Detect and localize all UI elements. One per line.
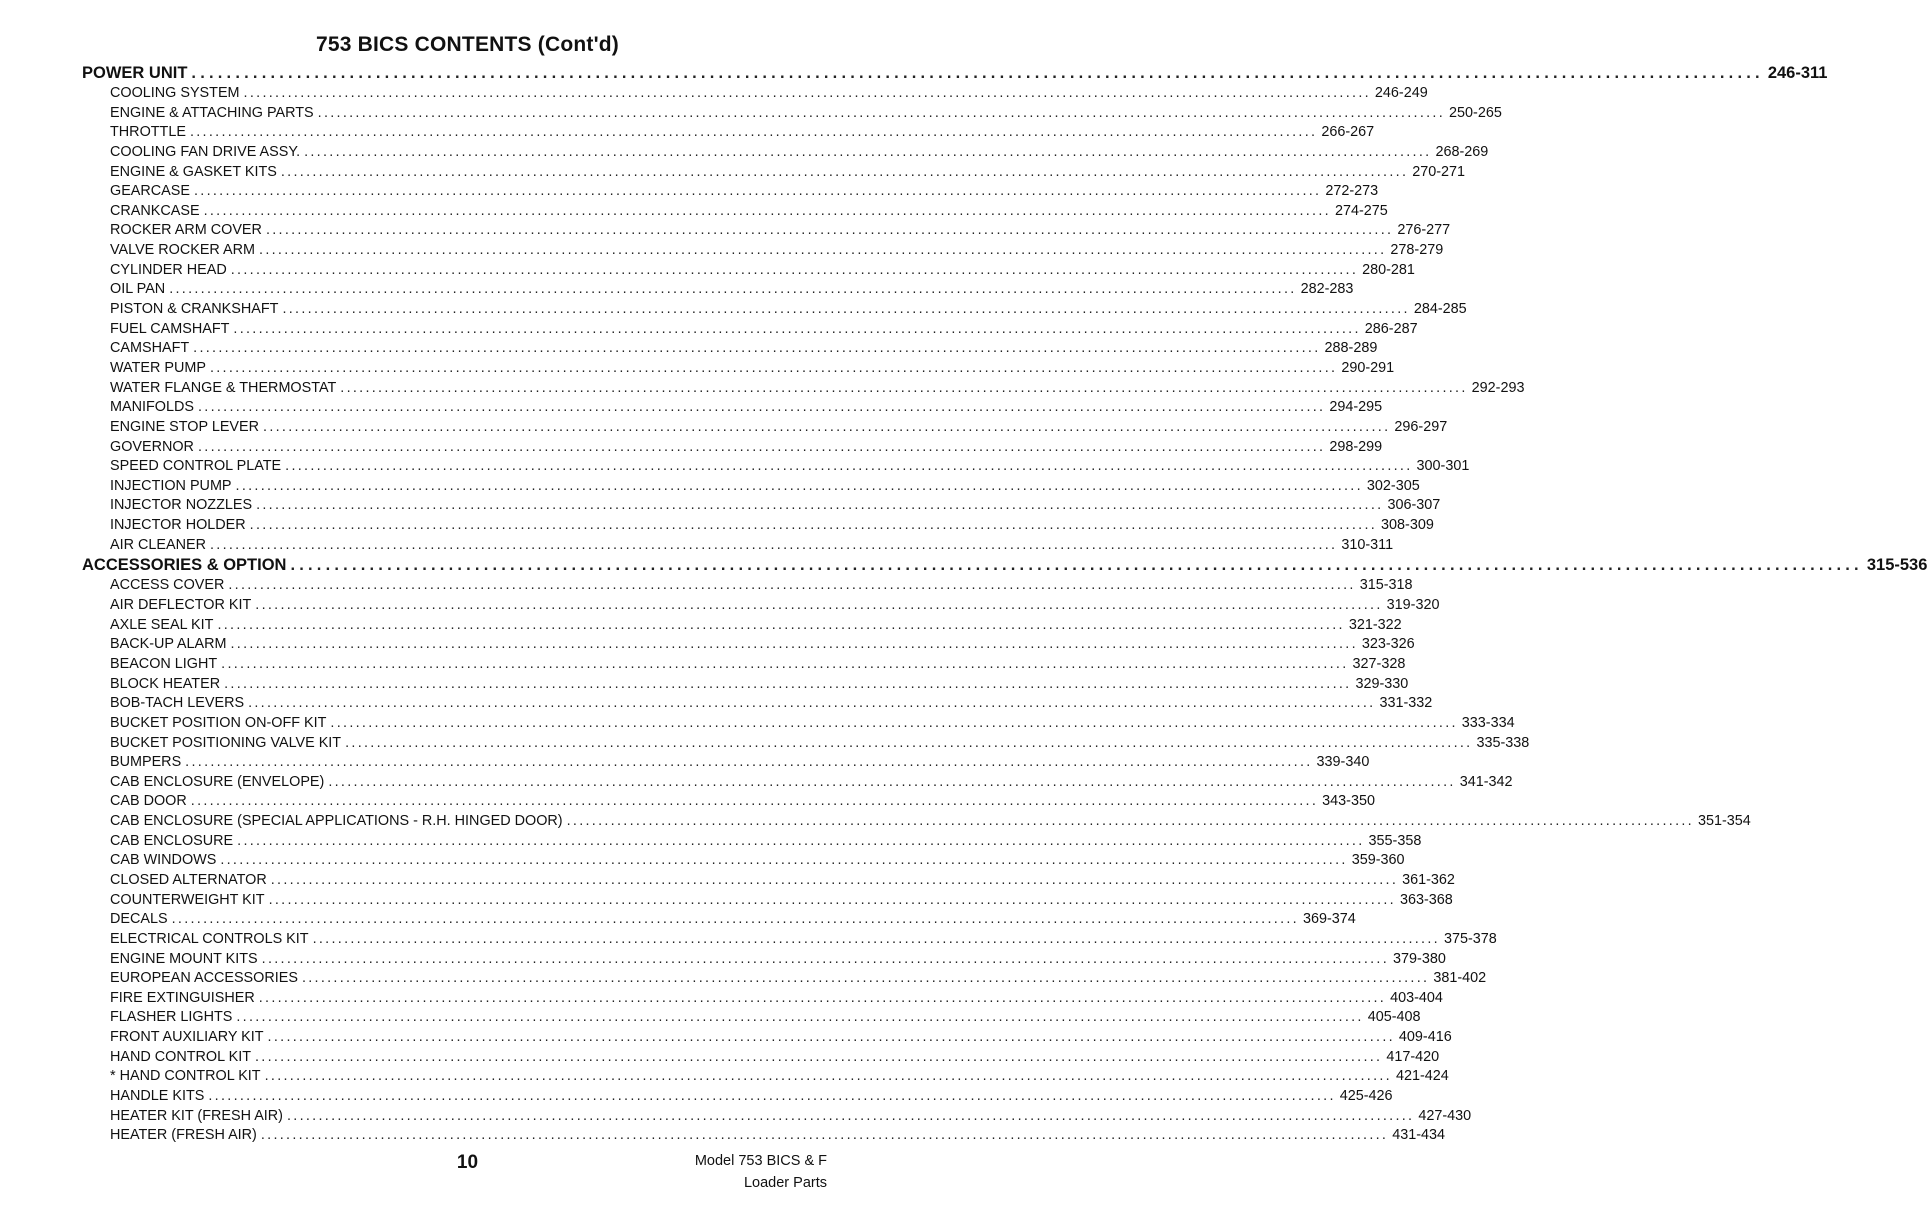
toc-entry-pages: 323-326 xyxy=(1361,636,1415,653)
toc-entry-label: COOLING FAN DRIVE ASSY. xyxy=(110,143,301,160)
dot-leader: ................................................................................................................................................................................... xyxy=(301,970,1430,987)
toc-entry-label: * HAND CONTROL KIT xyxy=(110,1068,261,1085)
toc-entry xyxy=(82,891,1453,911)
dot-leader: ................................................................................................................................................................................... xyxy=(267,1029,1395,1046)
dot-leader: ................................................................................................................................................................................... xyxy=(169,281,1297,298)
toc-entry-pages: 321-322 xyxy=(1348,616,1402,633)
toc-entry-pages: 276-277 xyxy=(1397,222,1451,239)
toc-entry-pages: 272-273 xyxy=(1325,183,1379,200)
dot-leader: ................................................................................................................................................................................... xyxy=(290,556,1863,575)
toc-entry-label: ENGINE & ATTACHING PARTS xyxy=(110,104,314,121)
toc-entry-pages: 333-334 xyxy=(1461,714,1515,731)
toc-entry-pages: 282-283 xyxy=(1300,281,1354,298)
toc-entry-label: FUEL CAMSHAFT xyxy=(110,320,230,337)
toc-entry-label: GEARCASE xyxy=(110,183,190,200)
toc-entry-pages: 306-307 xyxy=(1387,497,1441,514)
toc-entry-pages: 355-358 xyxy=(1368,832,1422,849)
toc-entry-pages: 286-287 xyxy=(1364,320,1418,337)
toc-entry-pages: 405-408 xyxy=(1367,1009,1421,1026)
toc-entry-pages: 296-297 xyxy=(1394,418,1448,435)
toc-entry-label: FRONT AUXILIARY KIT xyxy=(110,1029,264,1046)
dot-leader: ................................................................................................................................................................................... xyxy=(221,655,1349,672)
dot-leader: ................................................................................................................................................................................... xyxy=(220,852,1348,869)
dot-leader: ................................................................................................................................................................................... xyxy=(286,1107,1415,1124)
toc-entry-label: CLOSED ALTERNATOR xyxy=(110,871,267,888)
dot-leader: ................................................................................................................................................................................... xyxy=(261,950,1390,967)
toc-entry xyxy=(82,143,1489,163)
toc-entry-label: MANIFOLDS xyxy=(110,399,194,416)
toc-entry-label: CRANKCASE xyxy=(110,202,200,219)
toc-entry-pages: 421-424 xyxy=(1395,1068,1449,1085)
toc-entry xyxy=(82,379,1525,399)
section-heading-label: POWER UNIT xyxy=(82,64,188,82)
toc-entry-pages: 335-338 xyxy=(1476,734,1530,751)
toc-entry-pages: 427-430 xyxy=(1418,1107,1472,1124)
toc-entry-pages: 300-301 xyxy=(1416,458,1470,475)
dot-leader: ................................................................................................................................................................................... xyxy=(209,359,1338,376)
toc-entry xyxy=(82,536,1394,556)
dot-leader: ................................................................................................................................................................................... xyxy=(235,477,1363,494)
toc-entry xyxy=(82,1067,1449,1087)
dot-leader: ................................................................................................................................................................................... xyxy=(280,163,1409,180)
section-heading xyxy=(82,63,1828,84)
section-heading-pages: 246-311 xyxy=(1767,64,1828,82)
toc-entry-pages: 417-420 xyxy=(1386,1048,1440,1065)
toc-entry-pages: 403-404 xyxy=(1390,989,1443,1006)
toc-entry-label: CAB ENCLOSURE (SPECIAL APPLICATIONS - R.H. HINGED DOOR) xyxy=(110,813,563,830)
dot-leader: ................................................................................................................................................................................... xyxy=(285,458,1413,475)
toc-entry xyxy=(82,418,1448,438)
toc-entry xyxy=(82,734,1530,754)
toc-entry xyxy=(82,989,1443,1009)
toc-entry xyxy=(82,950,1446,970)
dot-leader: ................................................................................................................................................................................... xyxy=(191,64,1764,82)
toc-entry-label: FIRE EXTINGUISHER xyxy=(110,989,255,1006)
toc-entry-pages: 292-293 xyxy=(1471,379,1525,396)
dot-leader: ................................................................................................................................................................................... xyxy=(259,242,1387,259)
dot-leader: ................................................................................................................................................................................... xyxy=(270,871,1399,888)
dot-leader: ................................................................................................................................................................................... xyxy=(185,754,1313,771)
dot-leader: ................................................................................................................................................................................... xyxy=(248,695,1376,712)
toc-entry-pages: 284-285 xyxy=(1413,301,1467,318)
toc-entry-label: WATER PUMP xyxy=(110,359,206,376)
toc-entry-label: CAB ENCLOSURE xyxy=(110,832,234,849)
toc-entry-pages: 343-350 xyxy=(1322,793,1375,810)
toc-entry-pages: 329-330 xyxy=(1355,675,1409,692)
toc-entry-label: INJECTOR NOZZLES xyxy=(110,497,253,514)
toc-entry xyxy=(82,457,1470,477)
dot-leader: ................................................................................................................................................................................... xyxy=(230,261,1359,278)
toc-entry-label: ENGINE STOP LEVER xyxy=(110,418,260,435)
toc-entry-pages: 308-309 xyxy=(1381,517,1434,534)
toc-entry xyxy=(82,438,1383,458)
dot-leader: ................................................................................................................................................................................... xyxy=(236,1009,1364,1026)
toc-entry-pages: 381-402 xyxy=(1433,970,1487,987)
toc-entry-label: BUCKET POSITION ON-OFF KIT xyxy=(110,714,327,731)
section-heading xyxy=(82,555,1927,576)
toc-entry-label: INJECTOR HOLDER xyxy=(110,517,246,534)
toc-entry xyxy=(82,576,1413,596)
section-heading-label: ACCESSORIES & OPTION xyxy=(82,556,287,575)
toc-entry-label: CAB DOOR xyxy=(110,793,187,810)
toc-entry-pages: 319-320 xyxy=(1386,597,1440,614)
toc-entry xyxy=(82,163,1466,183)
toc-entry xyxy=(82,280,1354,300)
toc-entry xyxy=(82,596,1440,616)
toc-entry-label: BLOCK HEATER xyxy=(110,675,221,692)
dot-leader: ................................................................................................................................................................................... xyxy=(282,301,1410,318)
toc-entry xyxy=(82,1048,1440,1068)
dot-leader: ................................................................................................................................................................................... xyxy=(171,911,1299,928)
toc-entry xyxy=(82,182,1379,202)
toc-entry xyxy=(82,773,1513,793)
toc-entry-pages: 310-311 xyxy=(1341,536,1394,553)
footer-model: Model 753 BICS & F xyxy=(694,1153,827,1169)
toc-entry xyxy=(82,812,1751,832)
toc-entry-label: BUMPERS xyxy=(110,754,182,771)
dot-leader: ................................................................................................................................................................................... xyxy=(256,497,1384,514)
toc-entry-label: ELECTRICAL CONTROLS KIT xyxy=(110,930,309,947)
toc-entry xyxy=(82,694,1433,714)
toc-entry xyxy=(82,871,1455,891)
toc-entry xyxy=(82,910,1356,930)
toc-entry-label: PISTON & CRANKSHAFT xyxy=(110,301,279,318)
page-title: 753 BICS CONTENTS (Cont'd) xyxy=(315,33,620,56)
toc-entry xyxy=(82,398,1383,418)
toc-entry xyxy=(82,655,1406,675)
toc-entry-label: SPEED CONTROL PLATE xyxy=(110,458,282,475)
toc-entry-pages: 431-434 xyxy=(1392,1127,1446,1144)
dot-leader: ................................................................................................................................................................................... xyxy=(317,104,1446,121)
footer xyxy=(695,1150,827,1194)
dot-leader: ................................................................................................................................................................................... xyxy=(255,597,1383,614)
dot-leader: ................................................................................................................................................................................... xyxy=(312,930,1440,947)
toc-entry xyxy=(82,851,1405,871)
toc-entry xyxy=(82,104,1502,124)
dot-leader: ................................................................................................................................................................................... xyxy=(566,813,1694,830)
toc-entry-label: COOLING SYSTEM xyxy=(110,85,240,101)
toc-entry xyxy=(82,1107,1472,1127)
toc-entry-label: COUNTERWEIGHT KIT xyxy=(110,891,265,908)
toc-entry-label: BACK-UP ALARM xyxy=(110,636,227,653)
toc-entry-label: DECALS xyxy=(110,911,168,928)
toc-entry xyxy=(82,714,1515,734)
toc-entry xyxy=(82,832,1422,852)
dot-leader: ................................................................................................................................................................................... xyxy=(208,1088,1336,1105)
toc-entry xyxy=(82,969,1487,989)
toc-entry-label: ROCKER ARM COVER xyxy=(110,222,262,239)
toc-entry-label: AXLE SEAL KIT xyxy=(110,616,214,633)
toc-entry xyxy=(82,477,1420,497)
toc-entry xyxy=(82,339,1378,359)
toc-entry xyxy=(82,930,1497,950)
toc-entry-label: GOVERNOR xyxy=(110,438,194,455)
toc-entry-pages: 341-342 xyxy=(1459,773,1513,790)
toc-entry-label: HEATER KIT (FRESH AIR) xyxy=(110,1107,283,1124)
toc-entry-label: AIR DEFLECTOR KIT xyxy=(110,597,252,614)
toc-entry-label: CAB WINDOWS xyxy=(110,852,217,869)
toc-entry-pages: 302-305 xyxy=(1366,477,1420,494)
toc-entry xyxy=(82,1028,1452,1048)
dot-leader: ................................................................................................................................................................................... xyxy=(190,793,1319,810)
toc-entry-label: CAB ENCLOSURE (ENVELOPE) xyxy=(110,773,325,790)
dot-leader: ................................................................................................................................................................................... xyxy=(209,536,1338,553)
toc-entry-pages: 278-279 xyxy=(1390,242,1444,259)
toc-entry-pages: 288-289 xyxy=(1324,340,1378,357)
toc-entry-pages: 246-249 xyxy=(1374,85,1428,101)
toc-entry-label: WATER FLANGE & THERMOSTAT xyxy=(110,379,337,396)
toc-entry xyxy=(82,241,1444,261)
footer-subtitle: Loader Parts xyxy=(743,1175,827,1191)
toc-entry-label: OIL PAN xyxy=(110,281,166,298)
dot-leader: ................................................................................................................................................................................... xyxy=(268,891,1396,908)
toc-entry xyxy=(82,1087,1393,1107)
toc-entry-label: FLASHER LIGHTS xyxy=(110,1009,233,1026)
dot-leader: ................................................................................................................................................................................... xyxy=(340,379,1468,396)
toc-entry-pages: 363-368 xyxy=(1399,891,1453,908)
toc-entry-label: AIR CLEANER xyxy=(110,536,206,553)
dot-leader: ................................................................................................................................................................................... xyxy=(228,577,1356,594)
toc-entry-pages: 331-332 xyxy=(1379,695,1433,712)
toc-entry-label: CYLINDER HEAD xyxy=(110,261,227,278)
toc-entry-label: CAMSHAFT xyxy=(110,340,190,357)
toc-entry-pages: 270-271 xyxy=(1412,163,1466,180)
dot-leader: ................................................................................................................................................................................... xyxy=(197,399,1326,416)
dot-leader: ................................................................................................................................................................................... xyxy=(345,734,1473,751)
dot-leader: ................................................................................................................................................................................... xyxy=(328,773,1456,790)
toc-entry-label: BUCKET POSITIONING VALVE KIT xyxy=(110,734,342,751)
table-of-contents xyxy=(82,63,1927,1146)
toc-entry-label: HEATER (FRESH AIR) xyxy=(110,1127,257,1144)
dot-leader: ................................................................................................................................................................................... xyxy=(265,222,1394,239)
dot-leader: ................................................................................................................................................................................... xyxy=(193,183,1322,200)
toc-entry-label: ENGINE MOUNT KITS xyxy=(110,950,258,967)
toc-entry-label: ACCESS COVER xyxy=(110,577,225,594)
toc-entry-pages: 294-295 xyxy=(1329,399,1383,416)
dot-leader: ................................................................................................................................................................................... xyxy=(304,143,1432,160)
toc-entry xyxy=(82,1008,1421,1028)
dot-leader: ................................................................................................................................................................................... xyxy=(260,1127,1389,1144)
toc-entry-pages: 268-269 xyxy=(1435,143,1489,160)
dot-leader: ................................................................................................................................................................................... xyxy=(233,320,1361,337)
dot-leader: ................................................................................................................................................................................... xyxy=(264,1068,1392,1085)
toc-entry-pages: 266-267 xyxy=(1321,124,1375,141)
dot-leader: ................................................................................................................................................................................... xyxy=(197,438,1326,455)
toc-entry-pages: 359-360 xyxy=(1351,852,1405,869)
toc-entry-label: ENGINE & GASKET KITS xyxy=(110,163,277,180)
dot-leader: ................................................................................................................................................................................... xyxy=(249,517,1378,534)
toc-entry xyxy=(82,1126,1446,1146)
toc-entry xyxy=(82,635,1415,655)
toc-entry xyxy=(82,261,1415,281)
toc-entry xyxy=(82,753,1370,773)
toc-entry-pages: 327-328 xyxy=(1352,655,1406,672)
page-number: 10 xyxy=(456,1152,479,1173)
toc-entry-pages: 361-362 xyxy=(1402,871,1455,888)
toc-entry xyxy=(82,496,1441,516)
toc-entry-pages: 298-299 xyxy=(1329,438,1383,455)
toc-entry-pages: 339-340 xyxy=(1316,754,1370,771)
dot-leader: ................................................................................................................................................................................... xyxy=(237,832,1365,849)
toc-entry-pages: 369-374 xyxy=(1302,911,1356,928)
dot-leader: ................................................................................................................................................................................... xyxy=(230,636,1358,653)
dot-leader: ................................................................................................................................................................................... xyxy=(193,340,1321,357)
toc-entry-pages: 290-291 xyxy=(1341,359,1395,376)
toc-entry xyxy=(82,123,1375,143)
toc-entry xyxy=(82,320,1418,340)
toc-entry xyxy=(82,675,1409,695)
toc-entry-label: THROTTLE xyxy=(110,124,186,141)
dot-leader: ................................................................................................................................................................................... xyxy=(258,989,1387,1006)
toc-entry-pages: 375-378 xyxy=(1443,930,1497,947)
toc-entry xyxy=(82,516,1434,536)
toc-entry-pages: 379-380 xyxy=(1393,950,1446,967)
dot-leader: ................................................................................................................................................................................... xyxy=(224,675,1352,692)
toc-entry-label: EUROPEAN ACCESSORIES xyxy=(110,970,298,987)
section-heading-pages: 315-536 xyxy=(1866,556,1927,575)
toc-entry-label: BOB-TACH LEVERS xyxy=(110,695,245,712)
toc-entry-pages: 274-275 xyxy=(1334,202,1388,219)
toc-entry-pages: 250-265 xyxy=(1449,104,1502,121)
toc-entry-label: BEACON LIGHT xyxy=(110,655,218,672)
toc-entry xyxy=(82,84,1428,104)
toc-entry xyxy=(82,359,1395,379)
toc-entry-pages: 351-354 xyxy=(1697,813,1751,830)
toc-entry-label: INJECTION PUMP xyxy=(110,477,232,494)
toc-entry-pages: 315-318 xyxy=(1359,577,1413,594)
toc-entry-pages: 425-426 xyxy=(1339,1088,1393,1105)
dot-leader: ................................................................................................................................................................................... xyxy=(330,714,1458,731)
toc-entry-label: VALVE ROCKER ARM xyxy=(110,242,256,259)
dot-leader: ................................................................................................................................................................................... xyxy=(217,616,1345,633)
dot-leader: ................................................................................................................................................................................... xyxy=(243,85,1371,101)
toc-entry xyxy=(82,202,1388,222)
dot-leader: ................................................................................................................................................................................... xyxy=(254,1048,1383,1065)
dot-leader: ................................................................................................................................................................................... xyxy=(203,202,1331,219)
toc-entry-pages: 280-281 xyxy=(1362,261,1415,278)
toc-entry xyxy=(82,300,1467,320)
toc-entry xyxy=(82,792,1375,812)
toc-entry-pages: 409-416 xyxy=(1398,1029,1452,1046)
dot-leader: ................................................................................................................................................................................... xyxy=(189,124,1318,141)
toc-entry xyxy=(82,616,1402,636)
toc-entry-label: HAND CONTROL KIT xyxy=(110,1048,251,1065)
dot-leader: ................................................................................................................................................................................... xyxy=(263,418,1391,435)
toc-entry xyxy=(82,221,1451,241)
toc-entry-label: HANDLE KITS xyxy=(110,1088,205,1105)
